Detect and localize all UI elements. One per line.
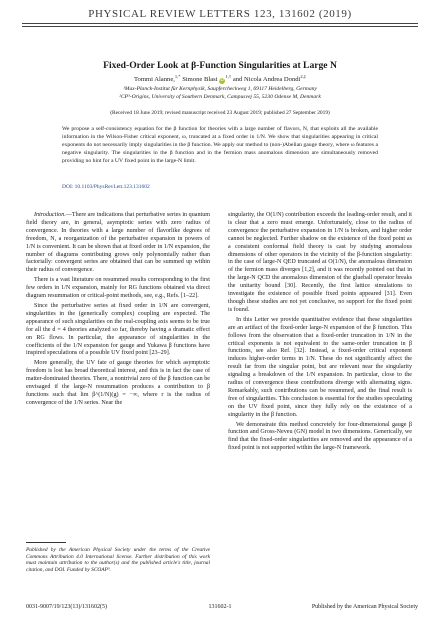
author-1-affiliation: 1,* bbox=[174, 74, 181, 79]
doi-link[interactable]: DOI: 10.1103/PhysRevLett.123.131602 bbox=[62, 184, 150, 190]
paragraph: singularity, the O(1/N) contribution exceeds the leading-order result, and it is clear that a zero must emerge. Unfortunately, close to the radius of convergence the perturbative expansion in 1/N is broken, and higher order cannot be neglected. Further shadow on the existence of the fixed point as a consistent conformal field theory is cast by studying anomalous dimensions of other operators in the vicinity of the β-function singularity: in the case of large-N QED truncated at O(1/N), the anomalous dimension of the fermion mass diverges [1,2], and it was recently pointed out that in the large-N QCD the anomalous dimension of the glueball operator breaks the unitarity bound [30]. Recently, the first lattice simulations to investigate the existence of possible fixed points appeared [31]. Even though these studies are not yet conclusive, no support for the fixed point is found. bbox=[228, 212, 412, 313]
header-rule bbox=[22, 23, 418, 24]
paragraph: Since the perturbative series at fixed order in 1/N are convergent, singularities in the (generically complex) coupling are expected. The appearance of such singularities on the real-coupling axis seems to be true for all the d = 4 theories analyzed so far, thereby having a dramatic effect on RG flows. In particular, the appearance of singularities in the coefficients of the 1/N expansion for gauge and Yukawa β functions have inspired speculations of a possible UV fixed point [23–29]. bbox=[26, 302, 210, 357]
license-footnote: Published by the American Physical Society under the terms of the Creative Commons Attribution 4.0 International license. Further distribution of this work must maintain attribution to the author(s) and the published article's title, journal citation, and DOI. Funded by SCOAP³. bbox=[26, 547, 210, 574]
author-2-affiliation: 1,† bbox=[225, 74, 232, 79]
paragraph: In this Letter we provide quantitative evidence that these singularities are an artifact of the fixed-order large-N expansion of the β function. This follows from the observation that a fixed-order truncation in 1/N in the critical exponents is not equivalent to the same-order truncation in β functions, see also Ref. [32]. Instead, a fixed-order critical exponent induces higher-order terms in 1/N. These do not significantly affect the result far from the singular point, but are relevant near the singularity signaling a breakdown of the 1/N expansion. In particular, close to the radius of convergence these contributions diverge with alternating signs. Remarkably, such contributions can be resummed, and the final result is free of singularities. This conclusion is essential for the studies speculating on the UV fixed point, since they fully rely on the existence of a singularity in the β function. bbox=[228, 316, 412, 418]
intro-label: Introduction. bbox=[34, 212, 66, 218]
affiliation-1: ¹Max-Planck-Institut für Kernphysik, Saupfercheckweg 1, 69117 Heidelberg, Germany bbox=[123, 86, 317, 92]
author-1: Tommi Alanne, bbox=[133, 76, 175, 84]
footnote-rule bbox=[26, 542, 66, 543]
author-list bbox=[0, 74, 440, 84]
author-3-affiliation: 2,‡ bbox=[300, 74, 307, 79]
received-dates: (Received 18 June 2019; revised manuscript received 23 August 2019; published 27 September 2019) bbox=[110, 110, 330, 116]
abstract: We propose a self-consistency equation for the β function for theories with a large number of flavors, N, that exploits all the available information in the Wilson-Fisher critical exponent, ω, truncated at a fixed order in 1/N. We show that singularities appearing in critical exponents do not necessarily imply singularities in the β function. We apply our method to (non-)Abelian gauge theory, where ω features a negative singularity. The singularities in the β function and in the fermion mass anomalous dimension are simultaneously removed providing no hint for a UV fixed point in the large-N limit. bbox=[62, 126, 378, 164]
orcid-icon[interactable]: iD bbox=[219, 77, 224, 83]
paper-title: Fixed-Order Look at β-Function Singularities at Large N bbox=[103, 60, 337, 71]
paragraph bbox=[26, 212, 210, 275]
paragraph: We demonstrate this method concretely for four-dimensional gauge β function and Gross-Neveu (GN) model in two dimensions. Generically, we find that the fixed-order singularities are removed and the appearance of a fixed point is not supported within the large-N framework. bbox=[228, 421, 412, 452]
footer-publisher: Published by the American Physical Society bbox=[311, 604, 418, 610]
affiliation-2: ²CP³-Origins, University of Southern Denmark, Campusvej 55, 5230 Odense M, Denmark bbox=[119, 94, 321, 100]
header-rule-2 bbox=[22, 26, 418, 27]
left-column bbox=[26, 212, 210, 410]
paragraph-text: —There are indications that perturbative series in quantum field theory are, in general, asymptotic series with zero radius of convergence. In theories with a large number of flavorlike degrees of freedom, N, a reorganization of the perturbative expansion in powers of 1/N is convenient. It can be shown that at fixed order in 1/N expansion, the number of diagrams contributing grows only polynomially rather than factorially: convergent series are obtained that can be summed up within their radius of convergence. bbox=[26, 212, 210, 274]
author-2: Simone Blasi bbox=[182, 76, 218, 84]
paragraph: More generally, the UV fate of gauge theories for which asymptotic freedom is lost has broad theoretical interest, and this is in fact the case of matter-dominated theories. There, a nontrivial zero of the β function can be envisaged if the large-N resummation produces a contribution to β functions such that lim β^(1/N)(g) = −∞, where r is the radius of convergence of the 1/N series. Near the bbox=[26, 360, 210, 406]
right-column bbox=[228, 212, 412, 455]
footer-page-number: 131602-1 bbox=[208, 604, 232, 610]
paragraph: There is a vast literature on resummed results corresponding to the first few orders in 1/N expansion, mainly for RG functions obtained via direct diagram resummation or critical-point methods, see, e.g., Refs. [1–22]. bbox=[26, 277, 210, 300]
author-3: and Nicola Andrea Dondi bbox=[232, 76, 301, 84]
footer-issn: 0031-9007/19/123(13)/131602(5) bbox=[26, 604, 107, 610]
journal-header: PHYSICAL REVIEW LETTERS 123, 131602 (2019) bbox=[88, 8, 352, 20]
